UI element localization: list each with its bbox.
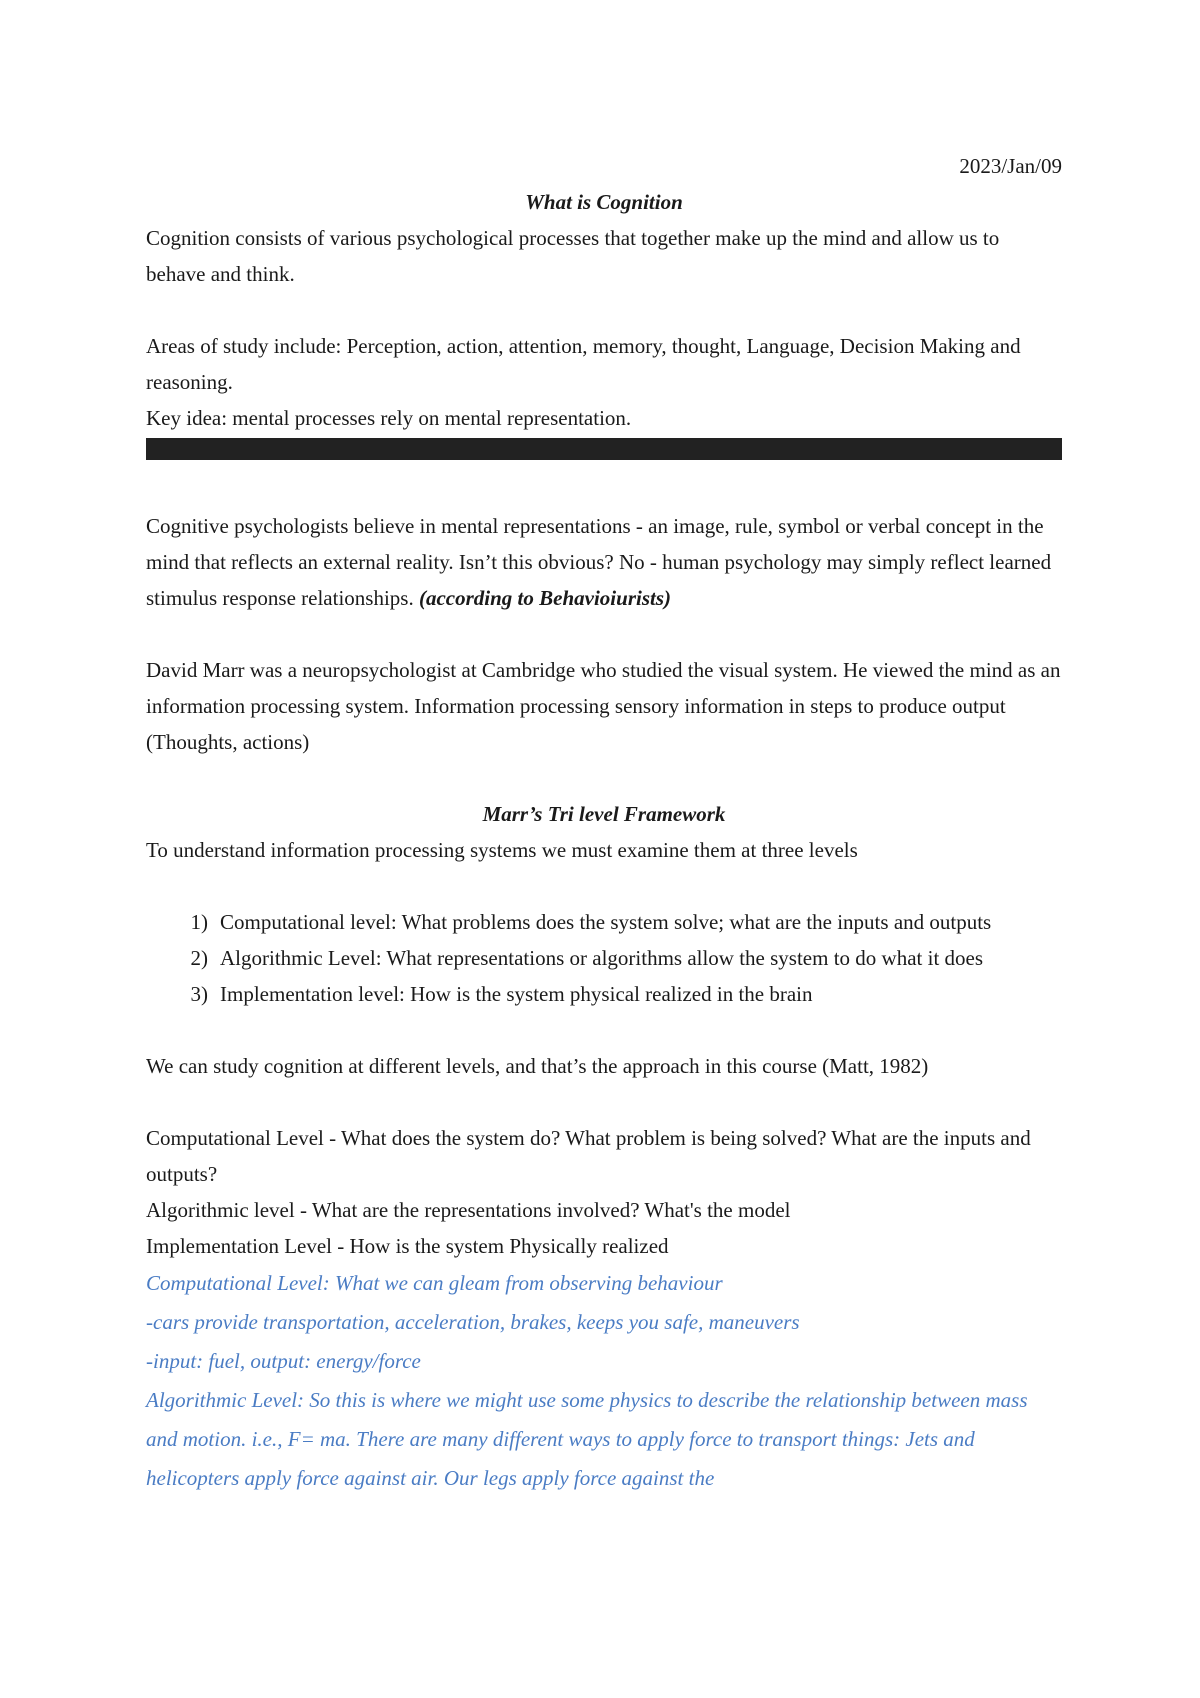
study-levels-paragraph: We can study cognition at different levels, and that’s the approach in this course (Matt, 1982) [146,1054,929,1078]
representations-note: (according to Behavioiurists) [418,586,671,610]
document-body [146,148,1062,1498]
algorithmic-level-line: Algorithmic level - What are the representations involved? What's the model [146,1198,791,1222]
representations-paragraph [146,508,1062,616]
note-computational: Computational Level: What we can gleam from observing behaviour [146,1271,723,1295]
list-text: Implementation level: How is the system physical realized in the brain [220,982,813,1006]
divider-bar [146,438,1062,460]
note-cars: -cars provide transportation, acceleration, brakes, keeps you safe, maneuvers [146,1310,800,1334]
areas-paragraph: Areas of study include: Perception, action, attention, memory, thought, Language, Decision Making and reasoning. [146,334,1021,394]
list-text: Algorithmic Level: What representations or algorithms allow the system to do what it does [220,946,984,970]
list-item [146,976,1062,1012]
section-title-framework: Marr’s Tri level Framework [482,802,726,826]
note-input-output: -input: fuel, output: energy/force [146,1349,421,1373]
note-algorithmic: Algorithmic Level: So this is where we might use some physics to describe the relationship between mass and motion. i.e., F= ma. There are many different ways to apply force to transport things: Jets and helicopters apply force against air. Our legs apply force against the [146,1388,1028,1490]
list-text: Computational level: What problems does the system solve; what are the inputs and outputs [220,910,992,934]
section-title-cognition: What is Cognition [525,190,683,214]
framework-intro: To understand information processing systems we must examine them at three levels [146,838,858,862]
computational-level-line: Computational Level - What does the system do? What problem is being solved? What are the inputs and outputs? [146,1126,1031,1186]
levels-list [146,904,1062,1012]
list-number: 1) [190,910,208,934]
representations-text: Cognitive psychologists believe in mental representations - an image, rule, symbol or verbal concept in the mind that reflects an external reality. Isn’t this obvious? No - human psychology may simply reflect learned stimulus response relationships. [146,514,1052,610]
list-number: 3) [190,982,208,1006]
implementation-level-line: Implementation Level - How is the system Physically realized [146,1234,669,1258]
key-idea-paragraph: Key idea: mental processes rely on mental representation. [146,406,632,430]
list-item [146,904,1062,940]
list-item [146,940,1062,976]
marr-paragraph: David Marr was a neuropsychologist at Cambridge who studied the visual system. He viewed the mind as an information processing system. Information processing sensory information in steps to produce output (Thoughts, actions) [146,658,1061,754]
intro-paragraph: Cognition consists of various psychological processes that together make up the mind and allow us to behave and think. [146,226,1000,286]
date: 2023/Jan/09 [959,154,1062,178]
list-number: 2) [190,946,208,970]
